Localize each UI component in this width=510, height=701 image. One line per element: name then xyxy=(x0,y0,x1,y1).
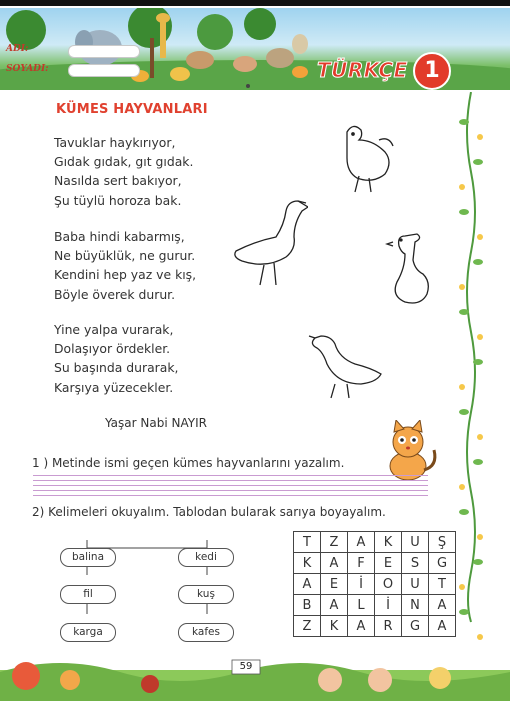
stanza-3 xyxy=(54,320,178,397)
dot-marker xyxy=(246,84,250,88)
name-fields xyxy=(6,42,146,84)
stanza-2 xyxy=(54,227,196,304)
poem-line: Yine yalpa vurarak, xyxy=(54,322,174,337)
grid-cell[interactable]: A xyxy=(294,574,321,595)
poem-author: Yaşar Nabi NAYIR xyxy=(105,416,207,430)
word-card-kus[interactable]: kuş xyxy=(178,585,234,604)
word-card-fil[interactable]: fil xyxy=(60,585,116,604)
poem-line: Kendini hep yaz ve kış, xyxy=(54,267,197,283)
stanza-1 xyxy=(54,133,193,210)
grid-cell[interactable]: G xyxy=(429,553,456,574)
grid-cell[interactable]: İ xyxy=(348,574,375,595)
surname-field[interactable] xyxy=(68,64,140,77)
grid-cell[interactable]: E xyxy=(321,574,348,595)
grid-cell[interactable]: O xyxy=(375,574,402,595)
grid-cell[interactable]: B xyxy=(294,595,321,616)
poem-line: Karşıya yüzecekler. xyxy=(54,379,174,395)
grid-cell[interactable]: Z xyxy=(294,616,321,637)
poem-line: Böyle överek durur. xyxy=(54,286,176,302)
poem-line: Baba hindi kabarmış, xyxy=(54,229,185,244)
hen-illustration xyxy=(335,120,410,195)
grid-cell[interactable]: A xyxy=(429,595,456,616)
grid-cell[interactable]: T xyxy=(429,574,456,595)
grid-cell[interactable]: A xyxy=(348,532,375,553)
poem-line: Dolaşıyor ördekler. xyxy=(54,341,171,357)
word-card-balina[interactable]: balina xyxy=(60,548,116,567)
duck-illustration xyxy=(385,230,435,315)
grid-cell[interactable]: L xyxy=(348,595,375,616)
grid-cell[interactable]: Ş xyxy=(429,532,456,553)
cat-illustration xyxy=(378,420,440,482)
grid-cell[interactable]: S xyxy=(402,553,429,574)
grid-cell[interactable]: A xyxy=(321,595,348,616)
grid-row xyxy=(294,616,456,637)
poem-line: Gıdak gıdak, gıt gıdak. xyxy=(54,154,194,170)
poem-line: Nasılda sert bakıyor, xyxy=(54,173,182,189)
grid-cell[interactable]: R xyxy=(375,616,402,637)
grid-cell[interactable]: A xyxy=(321,553,348,574)
page-number: 59 xyxy=(239,661,253,672)
question-1: 1 ) Metinde ismi geçen kümes hayvanlarını yazalım. xyxy=(32,456,345,470)
turkey-illustration xyxy=(305,330,385,400)
flower-vine-border xyxy=(456,92,486,662)
grid-cell[interactable]: E xyxy=(375,553,402,574)
poem-line: Şu tüylü horoza bak. xyxy=(54,192,182,208)
grid-row xyxy=(294,553,456,574)
grid-cell[interactable]: K xyxy=(375,532,402,553)
grid-cell[interactable]: U xyxy=(402,574,429,595)
grid-cell[interactable]: K xyxy=(321,616,348,637)
name-field[interactable] xyxy=(68,45,140,58)
grid-row xyxy=(294,532,456,553)
grid-cell[interactable]: İ xyxy=(375,595,402,616)
goose-illustration xyxy=(228,195,308,290)
subject-badge xyxy=(305,52,465,92)
name-label: ADI: xyxy=(6,44,29,54)
surname-label: SOYADI: xyxy=(6,64,49,74)
header-banner xyxy=(0,8,510,90)
grid-cell[interactable]: A xyxy=(348,616,375,637)
letter-grid xyxy=(293,531,456,637)
grid-cell[interactable]: Z xyxy=(321,532,348,553)
grid-cell[interactable]: N xyxy=(402,595,429,616)
subject-title: TÜRKÇE xyxy=(317,58,408,82)
word-card-kedi[interactable]: kedi xyxy=(178,548,234,567)
question-2: 2) Kelimeleri okuyalım. Tablodan bularak sarıya boyayalım. xyxy=(32,505,386,519)
grid-cell[interactable]: K xyxy=(294,553,321,574)
grid-cell[interactable]: T xyxy=(294,532,321,553)
grid-cell[interactable]: A xyxy=(429,616,456,637)
poem-line: Tavuklar haykırıyor, xyxy=(54,135,176,150)
grid-row xyxy=(294,595,456,616)
subject-number: 1 xyxy=(413,52,451,90)
grid-cell[interactable]: F xyxy=(348,553,375,574)
answer-lines[interactable] xyxy=(33,475,428,497)
poem-line: Su başında durarak, xyxy=(54,360,179,376)
grid-row xyxy=(294,574,456,595)
footer-illustration xyxy=(0,650,510,701)
grid-cell[interactable]: U xyxy=(402,532,429,553)
word-card-karga[interactable]: karga xyxy=(60,623,116,642)
poem-title: KÜMES HAYVANLARI xyxy=(56,102,208,117)
grid-cell[interactable]: G xyxy=(402,616,429,637)
poem-line: Ne büyüklük, ne gurur. xyxy=(54,248,196,264)
word-card-kafes[interactable]: kafes xyxy=(178,623,234,642)
top-border xyxy=(0,0,510,6)
